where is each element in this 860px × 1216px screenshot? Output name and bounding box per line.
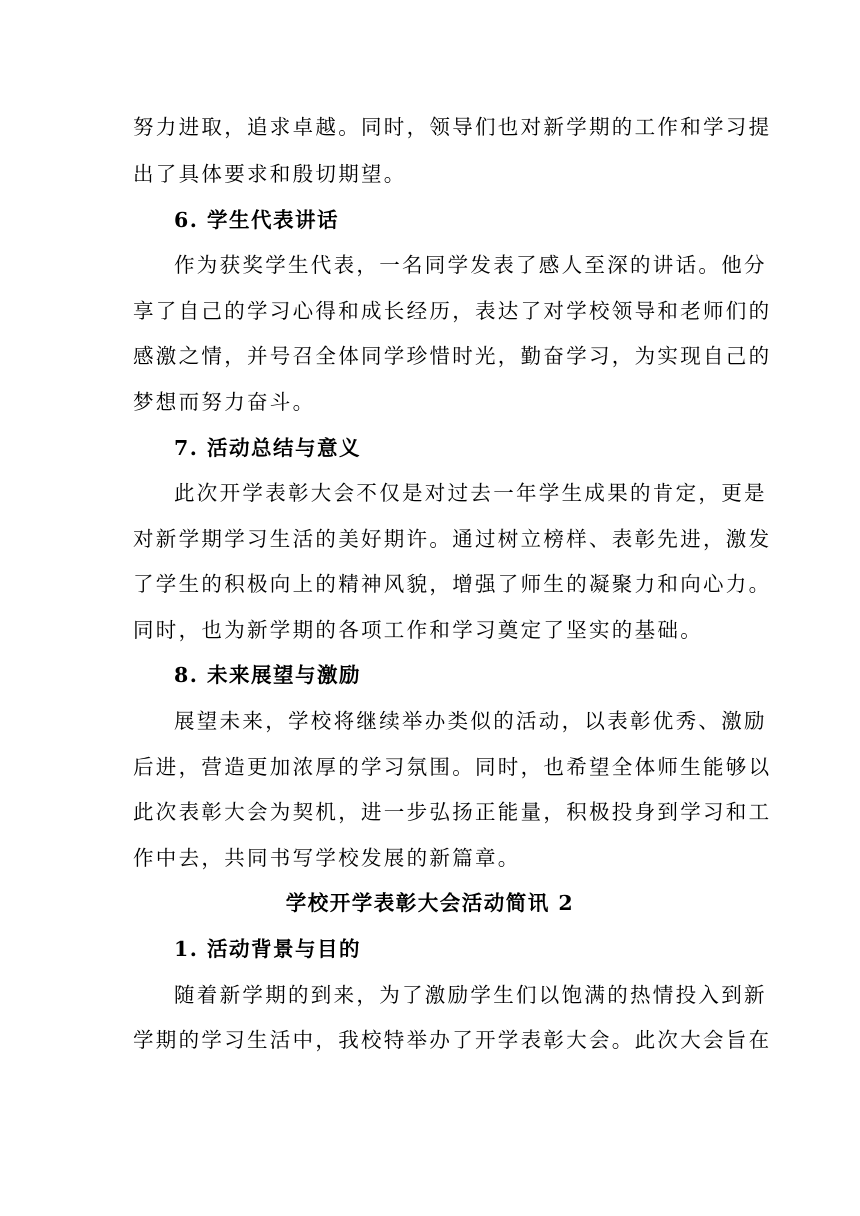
- paragraph-line: 展望未来，学校将继续举办类似的活动，以表彰优秀、激励: [174, 709, 767, 733]
- document-title: 学校开学表彰大会活动简讯 2: [285, 891, 575, 915]
- paragraph-line: 努力进取，追求卓越。同时，领导们也对新学期的工作和学习提: [133, 115, 772, 139]
- paragraph-line: 对新学期学习生活的美好期许。通过树立榜样、表彰先进，激发: [133, 527, 772, 551]
- section-heading-8: 8. 未来展望与激励: [174, 663, 362, 687]
- paragraph-line: 感激之情，并号召全体同学珍惜时光，勤奋学习，为实现自己的: [133, 344, 772, 368]
- paragraph-line: 随着新学期的到来，为了激励学生们以饱满的热情投入到新: [174, 983, 767, 1007]
- paragraph-line: 梦想而努力奋斗。: [133, 390, 316, 414]
- section-heading-7: 7. 活动总结与意义: [174, 436, 362, 460]
- section-heading-1: 1. 活动背景与目的: [174, 937, 362, 961]
- paragraph-line: 出了具体要求和殷切期望。: [133, 162, 407, 186]
- paragraph-line: 了学生的积极向上的精神风貌，增强了师生的凝聚力和向心力。: [133, 572, 772, 596]
- section-heading-6: 6. 学生代表讲话: [174, 208, 340, 232]
- paragraph-line: 享了自己的学习心得和成长经历，表达了对学校领导和老师们的: [133, 299, 772, 323]
- paragraph-line: 此次开学表彰大会不仅是对过去一年学生成果的肯定，更是: [174, 481, 767, 505]
- paragraph-line: 作为获奖学生代表，一名同学发表了感人至深的讲话。他分: [174, 253, 767, 277]
- paragraph-line: 学期的学习生活中，我校特举办了开学表彰大会。此次大会旨在: [133, 1028, 772, 1052]
- paragraph-line: 同时，也为新学期的各项工作和学习奠定了坚实的基础。: [133, 618, 703, 642]
- paragraph-line: 作中去，共同书写学校发展的新篇章。: [133, 846, 521, 870]
- paragraph-line: 后进，营造更加浓厚的学习氛围。同时，也希望全体师生能够以: [133, 755, 772, 779]
- paragraph-line: 此次表彰大会为契机，进一步弘扬正能量，积极投身到学习和工: [133, 800, 772, 824]
